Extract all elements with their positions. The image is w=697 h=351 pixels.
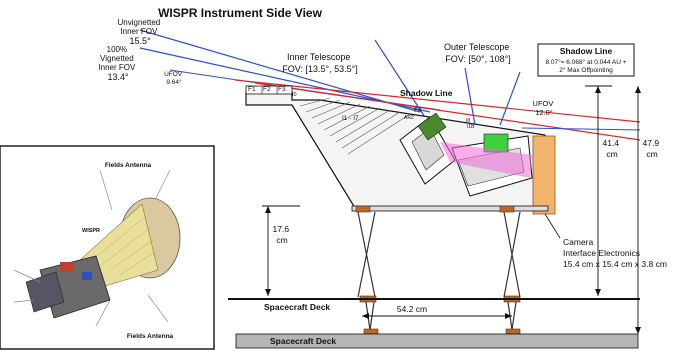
shadow-box-line-1: 8.07°= 6.068° at 0.044 AU + [545, 59, 627, 66]
label-i1b: I1B [467, 124, 475, 130]
figure-title: WISPR Instrument Side View [158, 6, 322, 20]
shadow-box-line-2: 2° Max Offpointing [559, 67, 613, 74]
label-i1-i7: I1 - I7 [342, 115, 359, 122]
shadow-box-title: Shadow Line [559, 46, 613, 56]
label-inner-telescope: Inner Telescope FOV: [13.5°, 53.5°] [282, 52, 358, 74]
upper-deck-label: Spacecraft Deck [264, 302, 331, 312]
spacecraft-inset [0, 146, 214, 349]
inset-blue-box [82, 272, 92, 280]
mount-legs [358, 212, 520, 330]
mount-feet [356, 206, 520, 334]
label-ufov-left: UFOV 9.64° [164, 71, 183, 86]
label-i8: I8 [466, 118, 471, 124]
dim-41-4: 41.4 cm [602, 138, 620, 159]
label-f2: F2 [263, 86, 271, 93]
label-vignetted-inner: 100% Vignetted Inner FOV 13.4° [98, 45, 136, 82]
inset-wispr-label: WISPR [82, 228, 101, 234]
label-outer-telescope: Outer Telescope FOV: [50°, 108°] [444, 42, 511, 64]
label-f4: F4 [414, 107, 422, 114]
dim-17-6: 17.6 cm [272, 224, 290, 245]
label-f3: F3 [278, 86, 286, 93]
bottom-plate [352, 206, 548, 211]
label-f1: F1 [248, 86, 256, 93]
inset-fields-antenna-top: Fields Antenna [104, 162, 152, 169]
dim-47-9: 47.9 cm [642, 138, 660, 159]
ray-ufov-right [522, 128, 640, 130]
label-ar2: AR2 [404, 115, 414, 121]
label-unvignetted-inner: Unvignetted Inner FOV 15.5° [117, 18, 161, 46]
camera-label: Camera Interface Electronics 15.4 cm x 15.4 cm x 3.8 cm [563, 237, 667, 269]
inset-fields-antenna-bottom: Fields Antenna [126, 333, 174, 340]
label-ufov-right: UFOV 12.0° [532, 99, 554, 117]
camera-leader [545, 214, 560, 238]
shadow-line-box [538, 44, 634, 76]
label-i0: I0 [292, 92, 297, 98]
ray-outer-telescope-b [500, 72, 520, 125]
shadow-line-label: Shadow Line [400, 88, 453, 98]
ray-outer-telescope-a [465, 68, 475, 125]
dim-54-2: 54.2 cm [396, 304, 428, 314]
camera-electronics [533, 136, 555, 214]
lower-deck-label: Spacecraft Deck [270, 336, 337, 346]
inset-red-box [60, 262, 74, 272]
